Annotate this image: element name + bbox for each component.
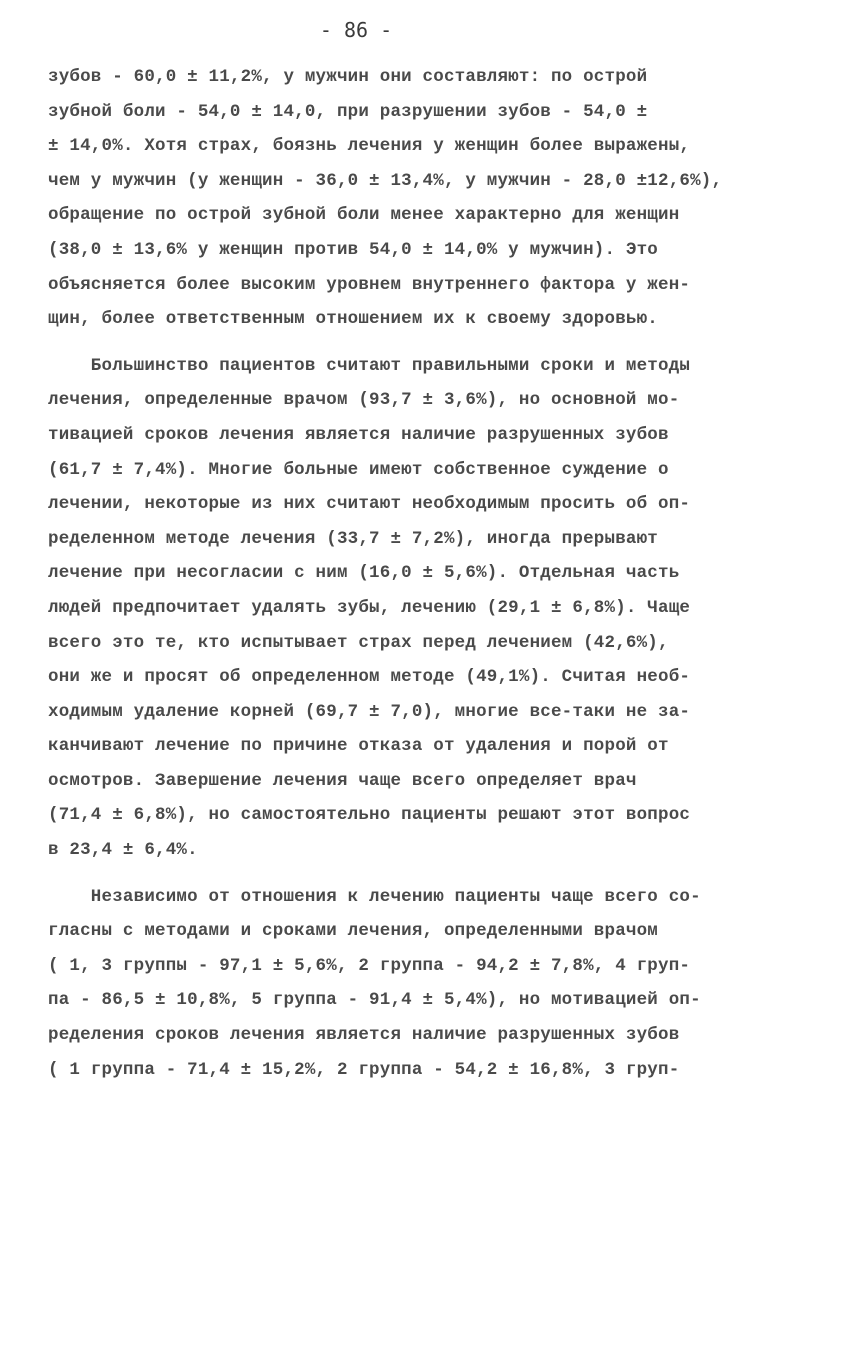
paragraph-3: [48, 880, 808, 1088]
text-line: Независимо от отношения к лечению пациенты чаще всего со-: [48, 886, 701, 907]
text-line: всего это те, кто испытывает страх перед лечением (42,6%),: [48, 632, 669, 653]
paragraph-1: [48, 60, 808, 337]
text-line: ходимым удаление корней (69,7 ± 7,0), многие все-таки не за-: [48, 701, 691, 722]
text-line: ределения сроков лечения является наличие разрушенных зубов: [48, 1025, 680, 1046]
text-line: (38,0 ± 13,6% у женщин против 54,0 ± 14,0% у мужчин). Это: [48, 239, 658, 260]
text-line: гласны с методами и сроками лечения, определенными врачом: [48, 921, 658, 942]
text-line: щин, более ответственным отношением их к своему здоровью.: [48, 309, 658, 330]
text-line: лечении, некоторые из них считают необходимым просить об оп-: [48, 494, 691, 515]
text-line: канчивают лечение по причине отказа от удаления и порой от: [48, 736, 669, 757]
text-line: обращение по острой зубной боли менее характерно для женщин: [48, 205, 680, 226]
text-line: в 23,4 ± 6,4%.: [48, 840, 198, 861]
text-line: тивацией сроков лечения является наличие разрушенных зубов: [48, 424, 669, 445]
text-line: они же и просят об определенном методе (49,1%). Считая необ-: [48, 667, 691, 688]
paragraph-spacer: [48, 337, 808, 349]
text-line: лечения, определенные врачом (93,7 ± 3,6%), но основной мо-: [48, 390, 680, 411]
page-number: - 86 -: [319, 18, 393, 42]
paragraph-spacer: [48, 868, 808, 880]
text-line: лечение при несогласии с ним (16,0 ± 5,6%). Отдельная часть: [48, 563, 680, 584]
text-line: объясняется более высоким уровнем внутреннего фактора у жен-: [48, 274, 691, 295]
text-line: ± 14,0%. Хотя страх, боязнь лечения у женщин более выражены,: [48, 136, 691, 157]
text-line: ределенном методе лечения (33,7 ± 7,2%), иногда прерывают: [48, 528, 658, 549]
text-line: Большинство пациентов считают правильными сроки и методы: [48, 355, 691, 376]
text-line: (71,4 ± 6,8%), но самостоятельно пациенты решают этот вопрос: [48, 805, 691, 826]
text-line: чем у мужчин (у женщин - 36,0 ± 13,4%, у мужчин - 28,0 ±12,6%),: [48, 170, 723, 191]
text-line: зубов - 60,0 ± 11,2%, у мужчин они составляют: по острой: [48, 67, 648, 87]
text-line: людей предпочитает удалять зубы, лечению (29,1 ± 6,8%). Чаще: [48, 597, 691, 618]
body-text: [48, 60, 808, 1087]
text-line: ( 1, 3 группы - 97,1 ± 5,6%, 2 группа - 94,2 ± 7,8%, 4 груп-: [48, 955, 691, 976]
text-line: зубной боли - 54,0 ± 14,0, при разрушении зубов - 54,0 ±: [48, 101, 648, 122]
paragraph-2: [48, 349, 808, 868]
text-line: ( 1 группа - 71,4 ± 15,2%, 2 группа - 54,2 ± 16,8%, 3 груп-: [48, 1059, 680, 1080]
text-line: осмотров. Завершение лечения чаще всего определяет врач: [48, 770, 637, 791]
text-line: па - 86,5 ± 10,8%, 5 группа - 91,4 ± 5,4%), но мотивацией оп-: [48, 990, 701, 1011]
text-line: (61,7 ± 7,4%). Многие больные имеют собственное суждение о: [48, 459, 669, 480]
